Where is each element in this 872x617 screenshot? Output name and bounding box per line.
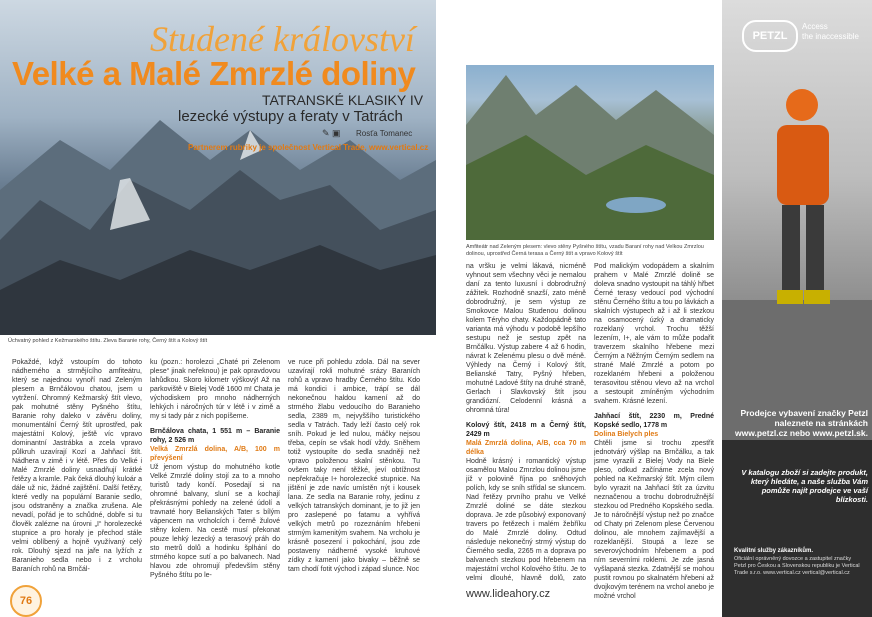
photo-caption: Úchvatný pohled z Kežmarského štítu. Zleva Baranie rohy, Černý štít a Kolový štít	[8, 338, 208, 344]
article-subtitle: lezecké výstupy a feraty v Tatrách	[178, 108, 403, 125]
pen-camera-icon: ✎ ▣	[322, 128, 341, 138]
valley-photo	[466, 65, 714, 240]
partner-credit: Partnerem rubriky je společnost Vertical Trade, www.vertical.cz	[188, 143, 429, 152]
body-text: Pokaždé, když vstoupím do tohoto nádherného a strmějícího amfiteátru, který se najednou vynoří nad Zeleným plesem a Brnčálovou chatou, jsem u vytržení. Ohromný Kežmarský štít vlevo, pak mohutné stěny Pyšného štítu, Baranie rohy daleko v závěru doliny, monumentální Černý štít uprostřed, pak majestátní Kolový, ještě víc vpravo dominantní Jastrábka a zcela vpravo půlkruh uzavírají Kozí a Jahňací štít. Nádhera v zimě i v létě. Přes do Velké i Malé Zmrzlé doliny usnadňují krátké řetězy a kramle. Pak čeká dlouhý kuloár a dále už nic, žádné zajištění. Další řetězy, které vedly na populární Baranie sedlo, jsou odstraněny a značka zrušena. Ale nevadí, pořád je to schůdné, dobře si tu člověk zalézne na úrovni „I“ horolezecké stupnice a pro horaly je přechod stále velmi oblíbený a hojně využívaný celý rok. Dlouhý sjezd na jaře na lyžích z Baranieho sedla nebo i z vrcholu Baraních rohů na Brnčál-	[12, 359, 142, 573]
body-text: ve ruce při pohledu zdola. Dál na sever uzavírají rokli mohutné srázy Baraních rohů a vpravo hradby Černého štítu. Kdo má kondici i ambice, trápí se dál nekonečnou haldou kamení až do strmého žlabu vedoucího do Baranieho sedla, 2389 m, nejvyššího turistického sedla v Tatrách. Tady leží často celý rok sníh. Pokud je led nulou, máčky nejsou třeba, cepín se však hodí vždy. Sněhem totiž vystoupíte do sedla snadněji než vpravo položenou skalní stěnkou. Tu ovšem taky není těžké, jeví obtížnost nepřekračuje I+ horolezecké stupnice. Na jištění je zde navíc umístěn nýt i kousek lana. Ze sedla na Baranie rohy, jedinu z velkých tatranských dominant, je to již jen pro zaslepené po fatamu a vyhřívá velkých metrů po rozeznáním hřebeni strmým kamenitým svahem. Na vrcholu je krásně posezení i pokochání, jsou zde postaveny nádherné vysoké kruhové zídky z kamení jako bivaky – běžně se tam chodí fotit východ i západ slunce. Noc	[288, 359, 420, 573]
body-text: na vršku je velmi lákavá, nicméně vyhnout sem všechny věci je nemalou daní za tento luxusní i dobrodružný zážitek. Rozhodně snazší, zato méně dobrodružný, je sem výstup ze Smokovce Malou Studenou dolinou kolem Téryho chaty. Každopádně tato varianta má výhodu v podobě lepšího sestupu než je sestup zpět na Brnčálku. Výstup zabere 4 až 6 hodin, návrat k Zelenému plesu o dvě méně. Výhledy na Černý i Kolový štít, Belianské Tatry, Pyšný hřeben, mohutné Ladové štíty na druhé straně, Gerlach i Slavkovský štít jsou grandiózní. Celodenní krásná a ohromná túra!	[466, 263, 586, 414]
text-column-3	[288, 358, 420, 608]
body-text: Hodně krásný i romantický výstup osamělou Malou Zmrzlou dolinou jsme již v polovině října po sněhových polích, kdy se sníh střídal se sluncem. Nad řetězy prvního prahu ve Velké Zmrzlé doliné se dáte stezkou doprava. Je zde působivý exponovaný travers po řetězech i malém žebříku do Malé Zmrzlé doliny. Odtud následuje nekonečný strmý výstup do Čierného sedla, 2265 m a doprava po balvanech stezkou pod hřebenem na majestátní vrchol Kolového štítu. Je to velmi dlouhé, hlavně dolů, zato	[466, 458, 586, 582]
climber-illustration	[722, 0, 872, 440]
valley-illustration	[466, 65, 714, 240]
body-text: Už jenom výstup do mohutného kotle Velké Zmrzlé doliny stojí za to a mnoho turistů tady končí. Posedají si na ohromné balvany, sluní se a kochají překrásnými pohledy na zelené údolí a travnaté hory Belianských Tater s bílým vápencem na vrcholcích i černě žulové stěny kolem. Na cestě musí překonat pouze lehký lezecký a terasový práh do sto metrů dolů a hodinku šplhání do strmého kopce sutí a po balvanech. Nad hlavou zde ohromují především stěny Pyšného štítu po le-	[150, 464, 280, 579]
petzl-advertisement[interactable]	[722, 0, 872, 617]
section-heading: Brnčálova chata, 1 551 m – Baranie rohy, 2 526 m	[150, 428, 280, 444]
ad-footer-text: Oficiální oprávněný dovozce a zastupitel značky Petzl pro Českou a Slovenskou republiku je Vertical Trade s.r.o. www.vertical.cz vertical@vertical.cz	[734, 556, 860, 576]
author-name: Rosťa Tomanec	[356, 129, 413, 138]
series-label: TATRANSKÉ KLASIKY IV	[262, 92, 424, 108]
kicker-title: Studené království	[150, 19, 415, 59]
climber-photo	[722, 0, 872, 440]
body-text: ku (pozn.: horolezci „Chaté pri Zelenom plese“ jinak neřeknou) je pak opravdovou lahůdkou. Skoro kilometr výškový! Až na parkoviště v Bielej Vodě 1600 m! Chata je východiskem pro mnoho nádherných lehkých i náročných túr v létě i v zimě a my si tady pár z nich popíšeme.	[150, 359, 280, 420]
photo-caption: Amfiteátr nad Zeleným plesem: vlevo stěny Pyšného štítu, vzadu Baraní rohy nad Velkou Zmrzlou dolinou, uprostřed Černá terasa a Černý štít a vpravo Kolový štít	[466, 244, 704, 257]
ad-footer-heading: Kvalitní služby zákazníkům.	[734, 548, 814, 554]
ad-tagline: Access	[802, 22, 828, 31]
ad-headline: Prodejce vybavení značky Petzl naleznete na stránkách www.petzl.cz nebo www.petzl.sk.	[734, 408, 868, 438]
article-title: Velké a Malé Zmrzlé doliny	[12, 55, 416, 92]
text-column-4	[466, 262, 586, 584]
page-number: 76	[10, 585, 42, 617]
section-heading: Jahňací štít, 2230 m, Predné Kopské sedlo, 1778 m	[594, 413, 714, 429]
body-text: Pod malickým vodopádem a skalním prahem v Malé Zmrzlé dolině se doleva snadno vystoupit na táhlý hřbet Černé terasy vedoucí pod východní stěnu Černého štítu a tou po lávkách a skalních výstupech až i až li stezkou na osamocený úzký a dramaticky rozeklaný vrchol. Trochu těžší lezením, I+, ale vám to může podařit traverzem skalního hřebene mezi Černým a Něžným Černým sedlem na strané Malé Zmrzlé a potom po rozeklaném hřebeni a položenou terasovitou stěnou vlevo až na vrchol a sestoupit zmíněným východním svahem. Krásné lezení.	[594, 263, 714, 405]
section-subheading: Malá Zmrzlá dolina, A/B, cca 70 m délka	[466, 440, 586, 456]
body-text: Chtěli jsme si trochu zpestřit jednotvárý výšlap na Brnčálku, a tak jsme vyrazili z Bielej Vody na Biele pleso, odkud začínáme zcela nový pohled na Kežmarský štít. Mým cílem bylo vyrazit na Jahňací štít za úzvitu neznačenou a trochu dobrodružnější stezkou od Predného Kopského sedla. Je to náročnější výstup než po značce od Chaty pri Zelenom plese Červenou dolinou, ale mnohem zajímavější a rozeklanější. Stoupá a leze se severovýchodním hřebenem a pod ním severními roklemi. Je zde jasná vyšlapaná stezka. Zdatnější se mohou pustit rovnou po skalnatém hřebeni až dvojkovým terénem na vrchol anebo je možné vrchol	[594, 440, 714, 600]
ad-body: V katalogu zboží si zadejte produkt, který hledáte, a naše služba Vám pomůže najít prodejce ve vaší blízkosti.	[741, 468, 868, 504]
petzl-logo: PETZL	[742, 20, 798, 52]
website-url[interactable]: www.lideahory.cz	[466, 588, 551, 600]
ad-tagline: the inaccessible	[802, 32, 859, 41]
section-heading: Kolový štít, 2418 m a Černý štít, 2429 m	[466, 422, 586, 438]
section-subheading: Dolina Bielych ples	[594, 431, 659, 438]
text-column-2	[150, 358, 280, 608]
text-column-1	[12, 358, 142, 584]
section-subheading: Velká Zmrzlá dolina, A/B, 100 m převýšení	[150, 446, 280, 462]
text-column-5	[594, 262, 714, 607]
